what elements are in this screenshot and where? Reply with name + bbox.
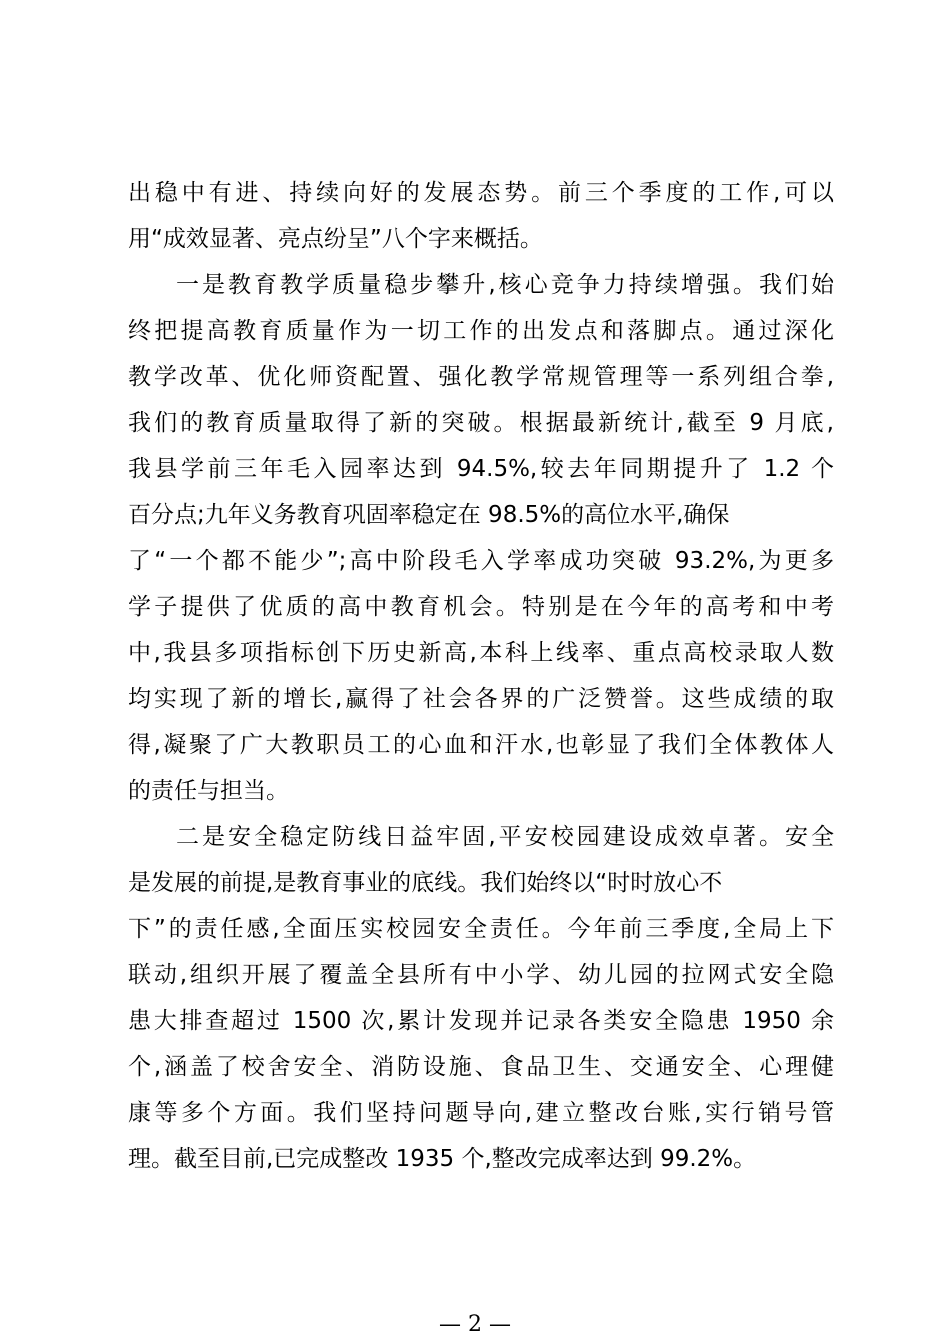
text-line: 得,凝聚了广大教职员工的心血和汗水,也彰显了我们全体教体人 [128,732,834,758]
text-line: 了“一个都不能少”;高中阶段毛入学率成功突破 93.2%,为更多 [128,548,834,574]
text-line: 我们的教育质量取得了新的突破。根据最新统计,截至 9 月底, [128,410,834,436]
text-line: 百分点;九年义务教育巩固率稳定在 98.5%的高位水平,确保 [128,502,730,528]
text-line: 终把提高教育质量作为一切工作的出发点和落脚点。通过深化 [128,318,834,344]
text-line: 个,涵盖了校舍安全、消防设施、食品卫生、交通安全、心理健 [128,1054,834,1080]
paragraph-start-line: 二是安全稳定防线日益牢固,平安校园建设成效卓著。安全 [176,824,834,850]
text-line: 学子提供了优质的高中教育机会。特别是在今年的高考和中考 [128,594,834,620]
text-line: 下”的责任感,全面压实校园安全责任。今年前三季度,全局上下 [128,916,834,942]
text-line: 理。截至目前,已完成整改 1935 个,整改完成率达到 99.2%。 [128,1146,757,1172]
text-line: 均实现了新的增长,赢得了社会各界的广泛赞誉。这些成绩的取 [128,686,834,712]
page-number: — 2 — [439,1312,511,1337]
paragraph-start-line: 一是教育教学质量稳步攀升,核心竞争力持续增强。我们始 [176,272,834,298]
text-line: 出稳中有进、持续向好的发展态势。前三个季度的工作,可以 [128,180,834,206]
text-line: 用“成效显著、亮点纷呈”八个字来概括。 [128,226,543,252]
text-line: 联动,组织开展了覆盖全县所有中小学、幼儿园的拉网式安全隐 [128,962,834,988]
text-line: 是发展的前提,是教育事业的底线。我们始终以“时时放心不 [128,870,723,896]
text-line: 中,我县多项指标创下历史新高,本科上线率、重点高校录取人数 [128,640,834,666]
text-line: 患大排查超过 1500 次,累计发现并记录各类安全隐患 1950 余 [128,1008,834,1034]
text-line: 的责任与担当。 [128,778,289,804]
text-line: 我县学前三年毛入园率达到 94.5%,较去年同期提升了 1.2 个 [128,456,834,482]
text-line: 康等多个方面。我们坚持问题导向,建立整改台账,实行销号管 [128,1100,834,1126]
text-line: 教学改革、优化师资配置、强化教学常规管理等一系列组合拳, [128,364,834,390]
